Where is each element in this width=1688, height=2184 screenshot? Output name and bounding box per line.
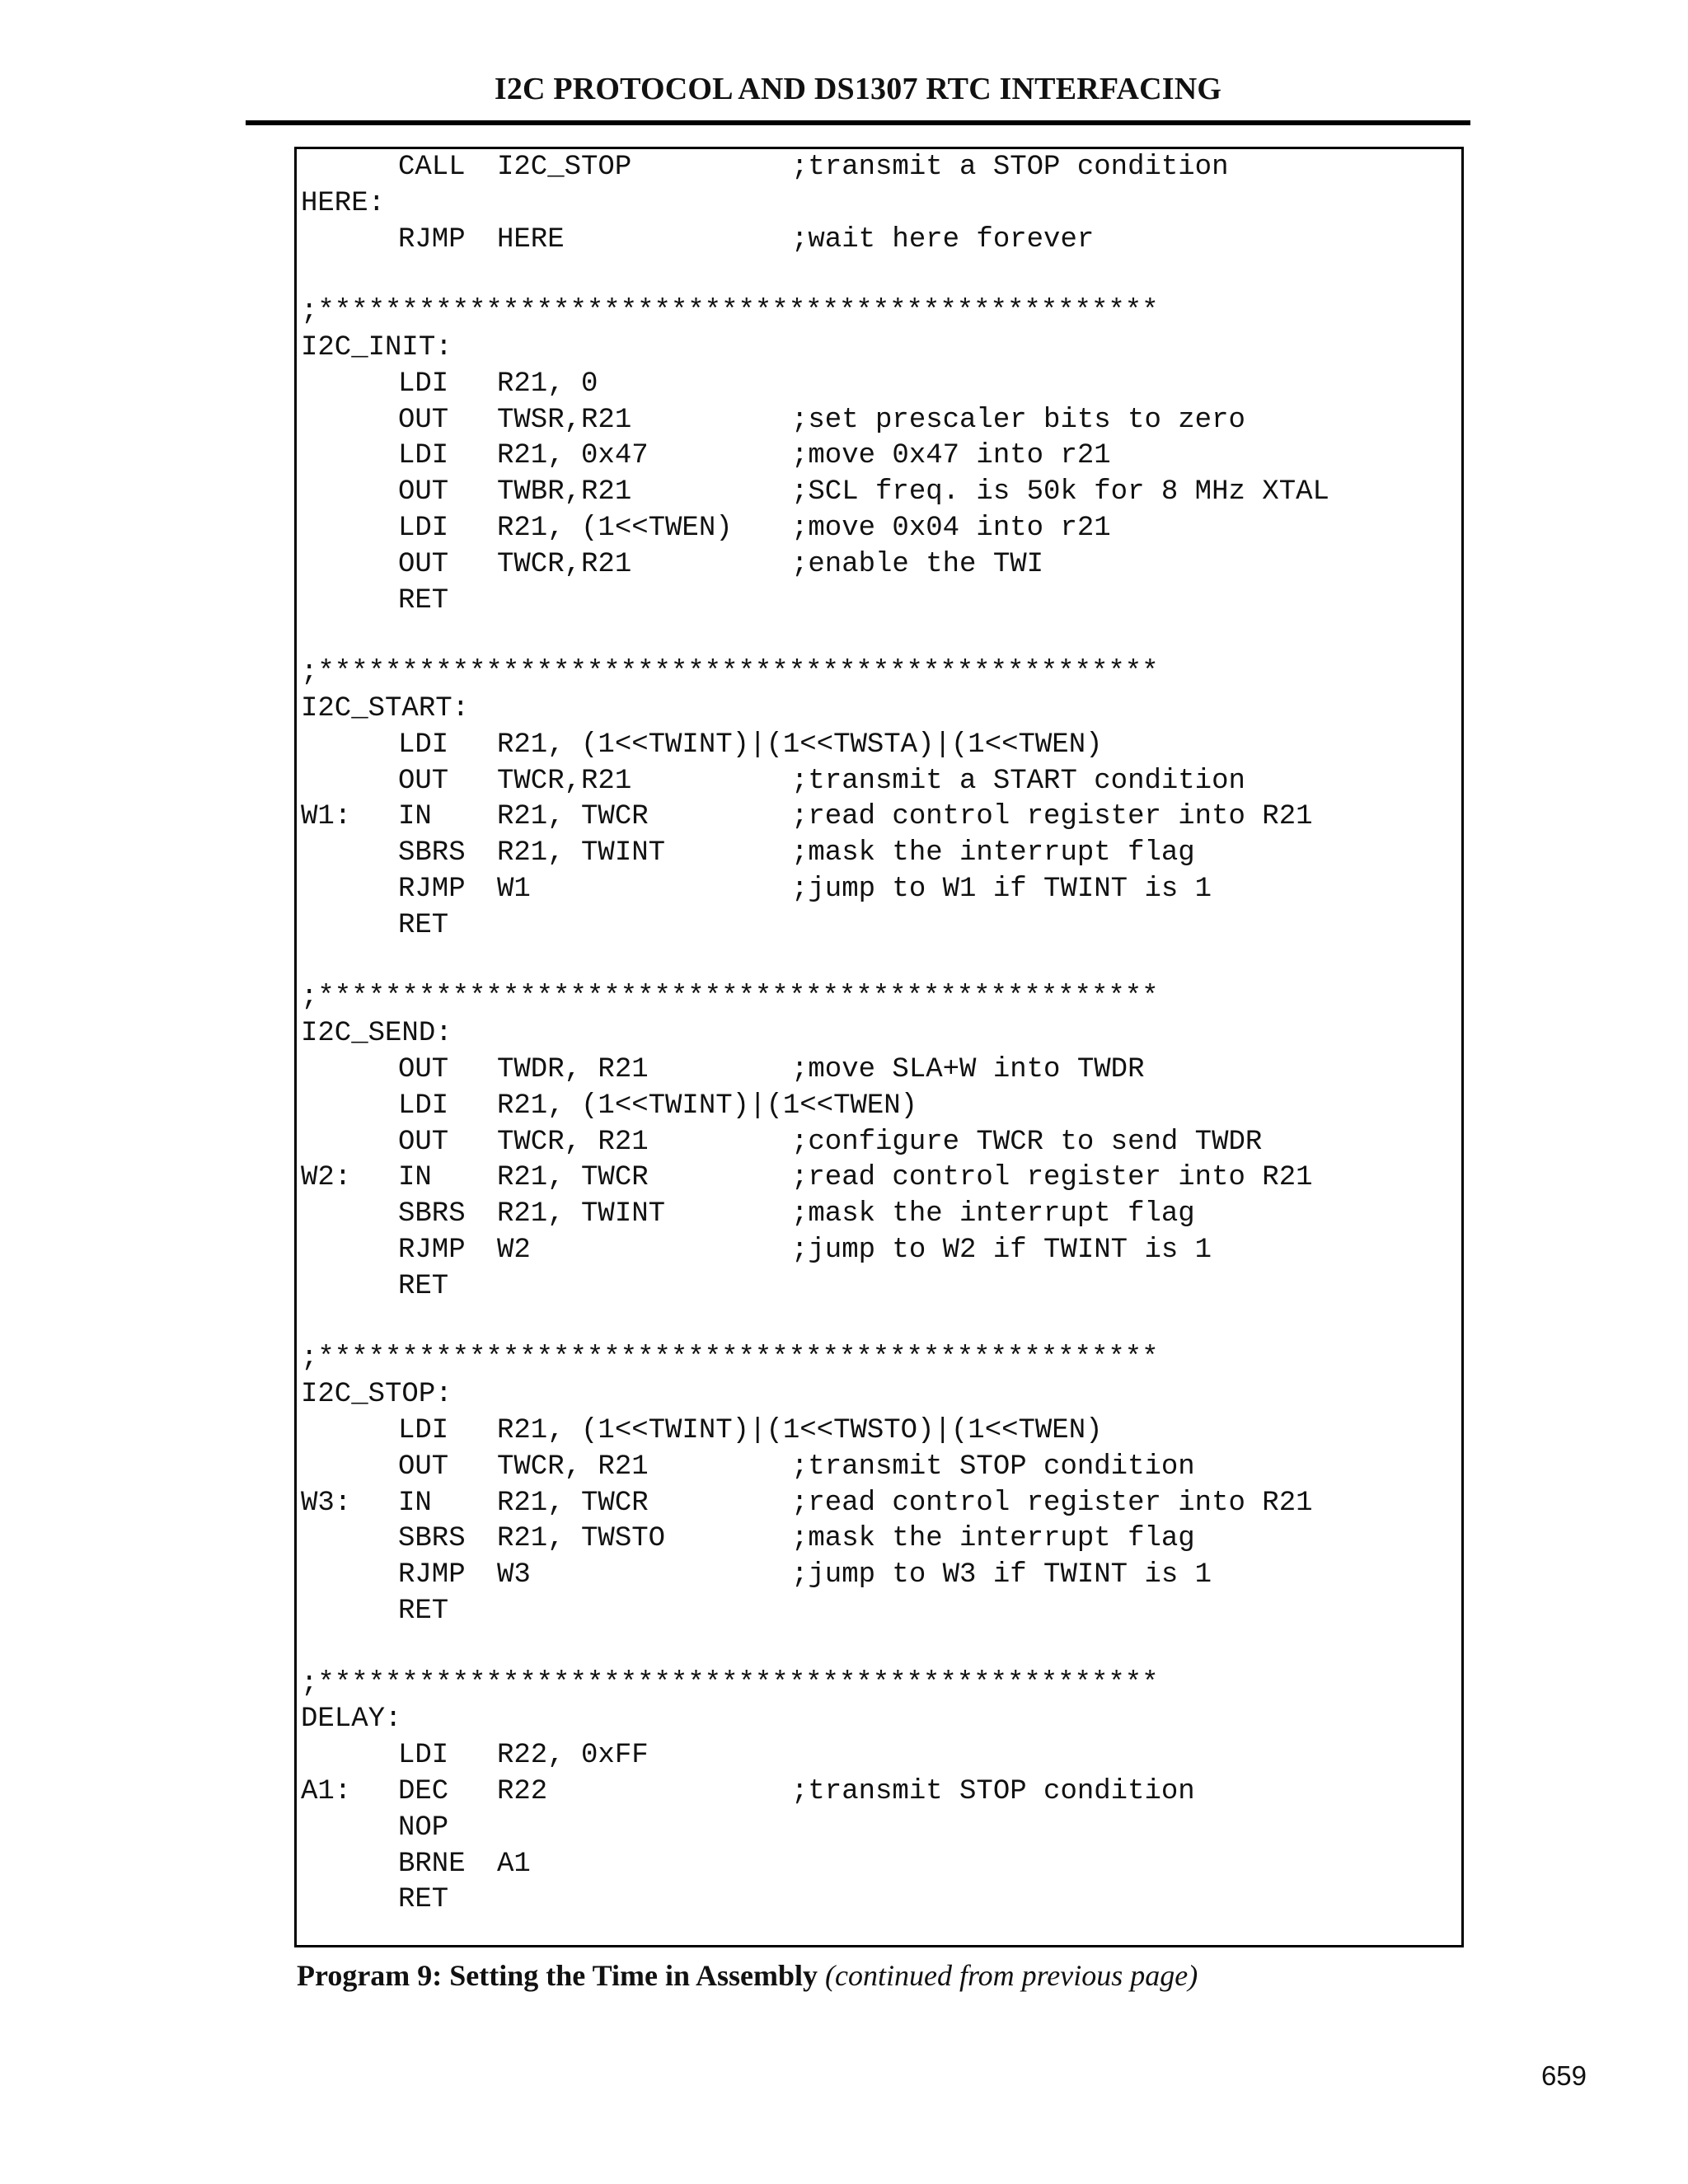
code-operands: R21, TWSTO [497,1523,666,1555]
code-operands: R21, (1<<TWINT)|(1<<TWEN) [497,1090,918,1122]
code-comment: ;move SLA+W into TWDR [791,1054,1145,1085]
code-opcode: OUT [398,1451,449,1483]
code-operands: R21, 0 [497,368,598,400]
code-operands: A1 [497,1848,531,1880]
code-operands: R21, 0x47 [497,440,649,472]
page-number: 659 [1540,2060,1587,2091]
code-operands: R22, 0xFF [497,1740,649,1772]
code-opcode: OUT [398,765,449,797]
code-comment: ;transmit STOP condition [791,1776,1195,1807]
program-caption [297,1958,1198,1993]
code-operands: TWBR,R21 [497,476,632,509]
code-comment: ;mask the interrupt flag [791,1523,1195,1555]
code-label: I2C_SEND: [301,1018,452,1050]
code-separator: ;************************************************** [301,982,1159,1014]
code-opcode: LDI [398,513,449,544]
code-opcode: RJMP [398,1559,466,1591]
code-opcode: OUT [398,1126,449,1158]
code-label: W3: [301,1487,352,1519]
code-opcode: RJMP [398,223,466,255]
code-opcode: LDI [398,368,449,400]
code-comment: ;SCL freq. is 50k for 8 MHz XTAL [791,476,1329,509]
code-operands: W2 [497,1235,531,1266]
code-opcode: OUT [398,404,449,436]
code-comment: ;read control register into R21 [791,1162,1313,1194]
code-opcode: LDI [398,1090,449,1122]
code-comment: ;jump to W3 if TWINT is 1 [791,1559,1212,1591]
code-opcode: IN [398,1487,432,1519]
code-operands: W1 [497,874,531,905]
code-opcode: SBRS [398,1523,466,1555]
code-opcode: SBRS [398,1198,466,1230]
code-opcode: RET [398,584,449,616]
code-comment: ;configure TWCR to send TWDR [791,1126,1263,1158]
code-operands: TWSR,R21 [497,404,632,436]
code-operands: TWCR,R21 [497,548,632,580]
code-opcode: RJMP [398,1235,466,1266]
code-label: W2: [301,1162,352,1194]
code-operands: R21, TWCR [497,1162,649,1194]
code-label: HERE: [301,187,386,219]
code-opcode: RJMP [398,874,466,905]
code-comment: ;move 0x04 into r21 [791,513,1111,544]
code-opcode: NOP [398,1811,449,1844]
code-comment: ;set prescaler bits to zero [791,404,1245,436]
code-comment: ;mask the interrupt flag [791,1198,1195,1230]
code-opcode: OUT [398,548,449,580]
code-opcode: LDI [398,1740,449,1772]
code-opcode: DEC [398,1776,449,1807]
code-separator: ;************************************************** [301,296,1159,328]
code-comment: ;read control register into R21 [791,1487,1313,1519]
code-operands: R21, (1<<TWEN) [497,513,733,544]
code-label: I2C_START: [301,693,470,724]
code-operands: TWCR, R21 [497,1126,649,1158]
code-operands: R21, TWCR [497,1487,649,1519]
code-operands: R22 [497,1776,548,1807]
code-operands: TWDR, R21 [497,1054,649,1085]
code-operands: TWCR, R21 [497,1451,649,1483]
caption-title: Program 9: Setting the Time in Assembly [297,1959,818,1992]
code-comment: ;enable the TWI [791,548,1044,580]
code-comment: ;transmit STOP condition [791,1451,1195,1483]
code-opcode: SBRS [398,837,466,869]
code-opcode: RET [398,1270,449,1302]
code-comment: ;mask the interrupt flag [791,837,1195,869]
code-operands: R21, (1<<TWINT)|(1<<TWSTA)|(1<<TWEN) [497,729,1103,761]
code-opcode: OUT [398,1054,449,1085]
code-separator: ;************************************************** [301,1667,1159,1699]
code-opcode: LDI [398,729,449,761]
code-comment: ;jump to W2 if TWINT is 1 [791,1235,1212,1266]
code-listing-box [294,147,1464,1947]
code-opcode: OUT [398,476,449,509]
code-label: W1: [301,801,352,833]
code-label: DELAY: [301,1704,402,1736]
code-comment: ;read control register into R21 [791,801,1313,833]
code-comment: ;transmit a START condition [791,765,1245,797]
code-operands: R21, TWINT [497,837,666,869]
code-opcode: LDI [398,1415,449,1446]
caption-note: (continued from previous page) [825,1959,1198,1992]
code-operands: HERE [497,223,565,255]
code-opcode: BRNE [398,1848,466,1880]
code-opcode: RET [398,1596,449,1627]
code-comment: ;move 0x47 into r21 [791,440,1111,472]
code-separator: ;************************************************** [301,657,1159,689]
code-label: A1: [301,1776,352,1807]
code-operands: R21, TWINT [497,1198,666,1230]
header-rule [246,120,1470,125]
code-opcode: LDI [398,440,449,472]
code-comment: ;transmit a STOP condition [791,152,1229,183]
running-header: I2C PROTOCOL AND DS1307 RTC INTERFACING [494,72,1222,106]
code-label: I2C_INIT: [301,332,452,363]
code-operands: W3 [497,1559,531,1591]
code-comment: ;jump to W1 if TWINT is 1 [791,874,1212,905]
code-opcode: IN [398,1162,432,1194]
code-opcode: IN [398,801,432,833]
code-separator: ;************************************************** [301,1343,1159,1375]
code-label: I2C_STOP: [301,1379,452,1411]
code-opcode: CALL [398,152,466,183]
code-operands: TWCR,R21 [497,765,632,797]
code-comment: ;wait here forever [791,223,1095,255]
code-opcode: RET [398,909,449,941]
code-opcode: RET [398,1884,449,1916]
code-operands: R21, TWCR [497,801,649,833]
code-operands: I2C_STOP [497,152,632,183]
code-operands: R21, (1<<TWINT)|(1<<TWSTO)|(1<<TWEN) [497,1415,1103,1446]
